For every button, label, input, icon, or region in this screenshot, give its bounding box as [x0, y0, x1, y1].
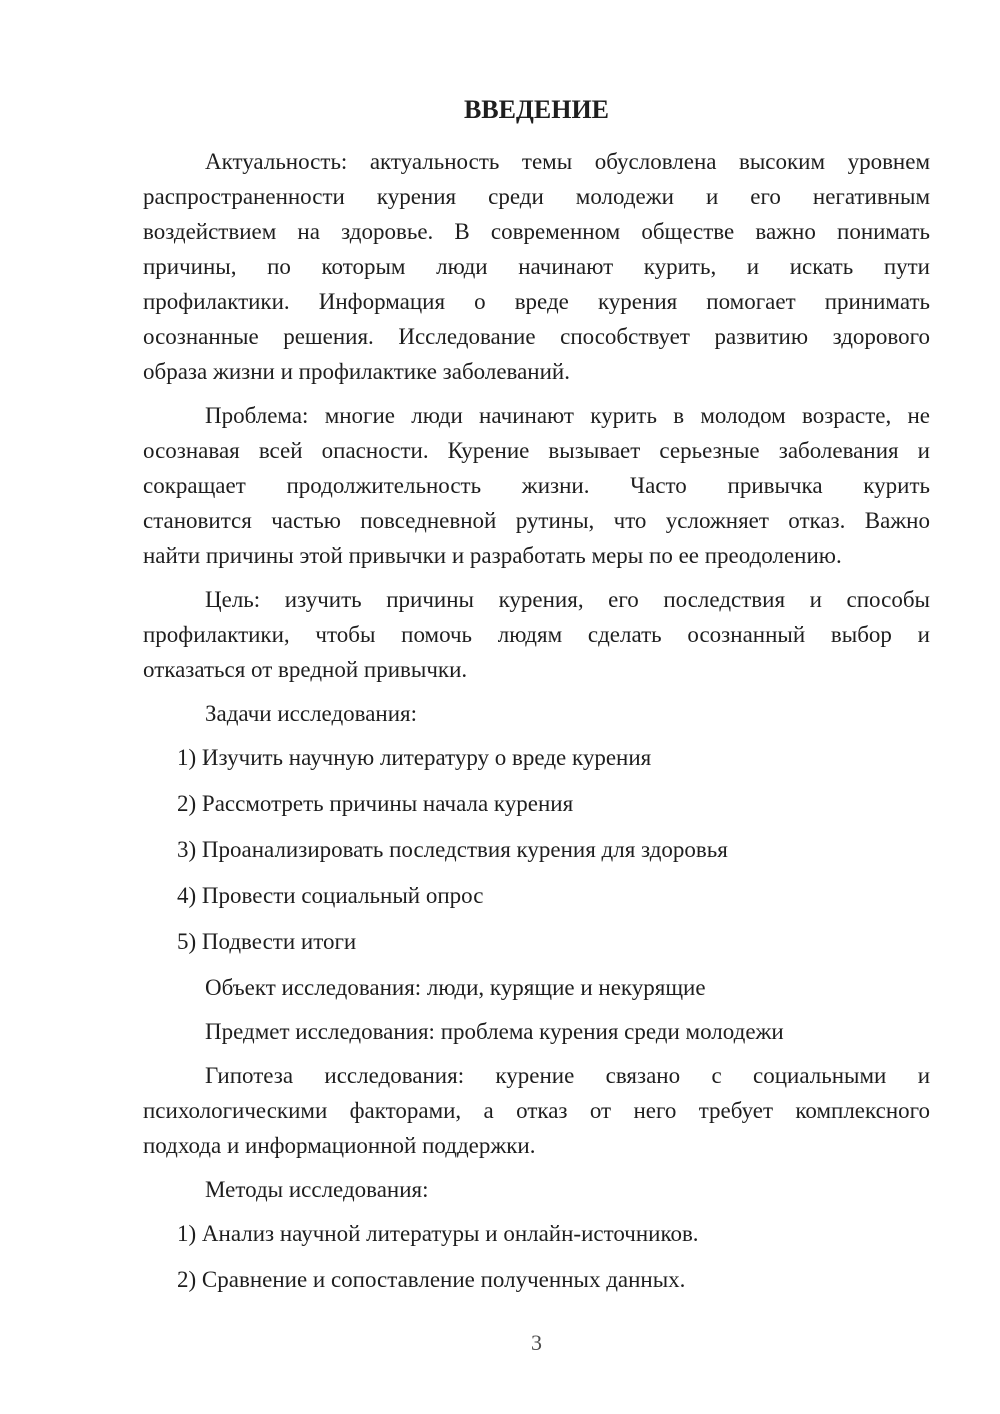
page-title: ВВЕДЕНИЕ: [463, 95, 610, 124]
task-list-item: 4) Провести социальный опрос: [177, 883, 484, 908]
text-line: профилактики. Информация о вреде курения помогает принимать: [143, 289, 930, 314]
paragraph-relevance: [143, 144, 930, 389]
paragraph-goal: [143, 582, 930, 687]
text-line: сокращает продолжительность жизни. Часто привычка курить: [143, 473, 930, 498]
paragraph-problem: [143, 398, 930, 573]
text-line: Цель: изучить причины курения, его последствия и способы: [205, 587, 930, 612]
text-line: становится частью повседневной рутины, что усложняет отказ. Важно: [143, 508, 930, 533]
subject-statement: Предмет исследования: проблема курения среди молодежи: [205, 1019, 784, 1044]
text-line: осознавая всей опасности. Курение вызывает серьезные заболевания и: [143, 438, 930, 463]
text-line: подхода и информационной поддержки.: [143, 1133, 536, 1158]
task-list-item: 3) Проанализировать последствия курения для здоровья: [177, 837, 728, 862]
tasks-heading: Задачи исследования:: [205, 701, 418, 726]
task-list-item: 2) Рассмотреть причины начала курения: [177, 791, 574, 816]
object-statement: Объект исследования: люди, курящие и некурящие: [205, 975, 706, 1000]
text-line: распространенности курения среди молодежи и его негативным: [143, 184, 930, 209]
text-line: Актуальность: актуальность темы обусловлена высоким уровнем: [205, 149, 930, 174]
text-line: Гипотеза исследования: курение связано с социальными и: [205, 1063, 930, 1088]
text-line: образа жизни и профилактике заболеваний.: [143, 359, 570, 384]
methods-heading: Методы исследования:: [205, 1177, 429, 1202]
text-line: найти причины этой привычки и разработать меры по ее преодолению.: [143, 543, 842, 568]
task-list-item: 5) Подвести итоги: [177, 929, 357, 954]
page-number: 3: [531, 1330, 542, 1355]
method-list-item: 2) Сравнение и сопоставление полученных данных.: [177, 1267, 686, 1292]
text-line: Проблема: многие люди начинают курить в молодом возрасте, не: [205, 403, 930, 428]
text-line: воздействием на здоровье. В современном обществе важно понимать: [143, 219, 930, 244]
text-line: психологическими факторами, а отказ от него требует комплексного: [143, 1098, 930, 1123]
text-line: осознанные решения. Исследование способствует развитию здорового: [143, 324, 930, 349]
text-line: профилактики, чтобы помочь людям сделать осознанный выбор и: [143, 622, 930, 647]
text-line: причины, по которым люди начинают курить, и искать пути: [143, 254, 930, 279]
paragraph-hypothesis: [143, 1058, 930, 1163]
text-line: отказаться от вредной привычки.: [143, 657, 468, 682]
task-list-item: 1) Изучить научную литературу о вреде курения: [177, 745, 652, 770]
method-list-item: 1) Анализ научной литературы и онлайн-источников.: [177, 1221, 699, 1246]
